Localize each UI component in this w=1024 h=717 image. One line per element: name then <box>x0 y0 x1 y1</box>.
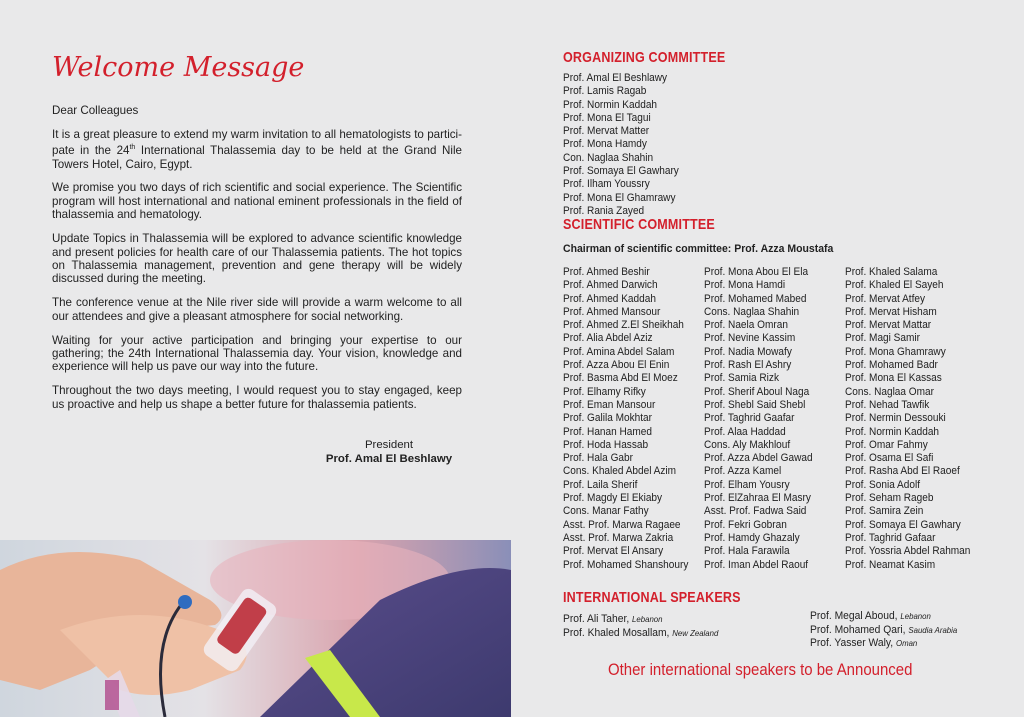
scientific-col-1 <box>563 266 702 572</box>
member-name: Prof. Samira Zein <box>845 505 924 518</box>
member-name: Prof. Hoda Hassab <box>563 438 649 451</box>
paragraph-2: We promise you two days of rich scientific and social experience. The Scientific program will host international and national eminent professionals in the field of thalassemia and hematology. <box>52 181 462 222</box>
member-name: Prof. Mohamed Shanshoury <box>563 558 689 571</box>
international-heading: INTERNATIONAL SPEAKERS <box>563 590 741 606</box>
member-name: Prof. Galila Mokhtar <box>563 412 652 425</box>
speaker-name: Prof. Mohamed Qari, <box>810 623 906 636</box>
member-name: Prof. Mona El Kassas <box>845 372 942 385</box>
member-name: Con. Naglaa Shahin <box>563 151 654 164</box>
paragraph-3: Update Topics in Thalassemia will be explored to advance scientific knowledge and present policies for health care of our Thalassemia patients. The hot topics on Thalassemia management, prevention and gene therapy will be widely discussed during the meeting. <box>52 232 462 286</box>
speaker-country: Lebanon <box>900 611 931 621</box>
paragraph-6: Throughout the two days meeting, I would request you to stay engaged, keep us proactive and help us shape a better future for thalassemia patients. <box>52 384 462 411</box>
signature-name: Prof. Amal El Beshlawy <box>325 453 453 465</box>
organizing-heading: ORGANIZING COMMITTEE <box>563 50 726 66</box>
member-name: Prof. Normin Kaddah <box>845 425 940 438</box>
member-name: Prof. Ahmed Mansour <box>563 305 661 318</box>
member-name: Asst. Prof. Marwa Ragaee <box>563 518 681 531</box>
member-name: Prof. Elhamy Rifky <box>563 385 646 398</box>
member-name: Prof. Rash El Ashry <box>704 359 792 372</box>
member-name: Prof. Iman Abdel Raouf <box>704 558 809 571</box>
blood-bag-photo <box>0 540 511 717</box>
speaker-name: Prof. Yasser Waly, <box>810 637 894 650</box>
member-name: Prof. Amina Abdel Salam <box>563 345 675 358</box>
announce-text: Other international speakers to be Announced <box>608 660 913 679</box>
speaker-country: Oman <box>895 638 918 649</box>
scientific-col-2 <box>704 266 825 572</box>
member-name: Prof. Ilham Youssry <box>563 178 650 191</box>
member-name: Prof. Somaya El Gawhary <box>845 518 961 531</box>
member-name: Prof. Mona Hamdy <box>563 138 647 151</box>
member-name: Prof. Azza Abou El Enin <box>563 359 670 372</box>
member-name: Prof. Lamis Ragab <box>563 85 647 98</box>
member-name: Prof. Taghrid Gaafar <box>704 412 795 425</box>
member-name: Prof. Mohamed Mabed <box>704 292 807 305</box>
member-name: Prof. Magi Samir <box>845 332 920 345</box>
welcome-title: Welcome Message <box>52 52 305 83</box>
member-name: Prof. Mona El Ghamrawy <box>563 191 676 204</box>
member-name: Cons. Khaled Abdel Azim <box>563 465 677 478</box>
member-name: Prof. Khaled El Sayeh <box>845 279 944 292</box>
greeting: Dear Colleagues <box>52 104 139 117</box>
member-name: Prof. Ahmed Z.El Sheikhah <box>563 319 684 332</box>
member-name: Prof. Rania Zayed <box>563 204 645 217</box>
member-name: Cons. Manar Fathy <box>563 505 649 518</box>
member-name: Prof. Azza Abdel Gawad <box>704 452 813 465</box>
member-name: Cons. Aly Makhlouf <box>704 438 791 451</box>
member-name: Prof. Nehad Tawfik <box>845 398 930 411</box>
paragraph-1: It is a great pleasure to extend my warm invitation to all hematologists to partici-pate in the 24th International Thalassemia day to be held at the Grand Nile Towers Hotel, Cairo, Egypt. <box>52 127 462 171</box>
member-name: Prof. Shebl Said Shebl <box>704 398 806 411</box>
member-name: Prof. Hala Farawila <box>704 545 790 558</box>
member-name: Prof. Laila Sherif <box>563 478 638 491</box>
member-name: Prof. Normin Kaddah <box>563 98 658 111</box>
member-name: Prof. Ahmed Darwich <box>563 279 658 292</box>
member-name: Prof. Mona Abou El Ela <box>704 266 809 278</box>
member-name: Prof. Ahmed Kaddah <box>563 292 656 305</box>
member-name: Prof. Hala Gabr <box>563 452 633 465</box>
member-name: Prof. Alia Abdel Aziz <box>563 332 653 345</box>
member-name: Prof. Mervat El Ansary <box>563 545 664 558</box>
member-name: Prof. Nevine Kassim <box>704 332 796 345</box>
speaker-row <box>810 624 957 638</box>
member-name: Prof. Mona El Tagui <box>563 111 651 124</box>
member-name: Prof. Samia Rizk <box>704 372 779 385</box>
speaker-name: Prof. Megal Aboud, <box>810 610 898 622</box>
speaker-name: Prof. Khaled Mosallam, <box>563 626 670 639</box>
member-name: Prof. Hamdy Ghazaly <box>704 531 800 544</box>
member-name: Prof. Khaled Salama <box>845 266 938 278</box>
member-name: Prof. Omar Fahmy <box>845 438 928 451</box>
organizing-list <box>563 72 692 218</box>
speaker-country: Saudia Arabia <box>908 624 958 635</box>
member-name: Prof. Somaya El Gawhary <box>563 165 679 178</box>
member-name: Prof. Osama El Safi <box>845 452 934 465</box>
international-left <box>563 613 732 640</box>
member-name: Prof. Mervat Matter <box>563 125 650 138</box>
member-name: Prof. Seham Rageb <box>845 492 934 505</box>
member-name: Prof. Fekri Gobran <box>704 518 787 531</box>
member-name: Prof. Eman Mansour <box>563 398 656 411</box>
member-name: Prof. Nadia Mowafy <box>704 345 792 358</box>
scientific-col-3 <box>845 266 984 572</box>
member-name: Prof. Yossria Abdel Rahman <box>845 545 971 558</box>
member-name: Prof. Mervat Mattar <box>845 319 932 332</box>
signature-role: President <box>364 439 414 451</box>
member-name: Prof. Mohamed Badr <box>845 359 938 372</box>
speaker-row <box>563 613 718 627</box>
member-name: Prof. Mona Ghamrawy <box>845 345 946 358</box>
member-name: Prof. Hanan Hamed <box>563 425 652 438</box>
member-name: Prof. Mervat Atfey <box>845 292 926 305</box>
paragraph-5: Waiting for your active participation and bringing your expertise to our gathering; the 24th International Thalassemia day. Your vision, knowledge and experience will help us pave our way into the future. <box>52 333 462 374</box>
member-name: Prof. Magdy El Ekiaby <box>563 492 663 505</box>
speaker-name: Prof. Ali Taher, <box>563 613 630 625</box>
speaker-country: Lebanon <box>632 614 663 624</box>
paragraph-4: The conference venue at the Nile river side will provide a warm welcome to all our attendees and give a pleasant atmosphere for social networking. <box>52 296 462 323</box>
speaker-row <box>810 610 957 624</box>
scientific-heading: SCIENTIFIC COMMITTEE <box>563 217 715 233</box>
member-name: Prof. Mona Hamdi <box>704 279 786 292</box>
member-name: Cons. Naglaa Shahin <box>704 305 800 318</box>
member-name: Asst. Prof. Fadwa Said <box>704 505 807 518</box>
member-name: Cons. Naglaa Omar <box>845 385 934 398</box>
speaker-row <box>563 627 718 641</box>
member-name: Prof. Azza Kamel <box>704 465 782 478</box>
speaker-country: New Zealand <box>672 627 719 638</box>
scientific-chairman: Chairman of scientific committee: Prof. Azza Moustafa <box>563 243 834 255</box>
member-name: Prof. Taghrid Gafaar <box>845 531 936 544</box>
member-name: Prof. Nermin Dessouki <box>845 412 946 425</box>
speaker-row <box>810 637 957 651</box>
member-name: Prof. Basma Abd El Moez <box>563 372 678 385</box>
member-name: Prof. Neamat Kasim <box>845 558 936 571</box>
member-name: Asst. Prof. Marwa Zakria <box>563 531 674 544</box>
member-name: Prof. Rasha Abd El Raoef <box>845 465 960 478</box>
member-name: Prof. Naela Omran <box>704 319 788 332</box>
member-name: Prof. ElZahraa El Masry <box>704 492 811 505</box>
international-right <box>810 610 970 651</box>
member-name: Prof. Sonia Adolf <box>845 478 921 491</box>
welcome-letter <box>52 104 462 422</box>
member-name: Prof. Alaa Haddad <box>704 425 786 438</box>
member-name: Prof. Ahmed Beshir <box>563 266 650 278</box>
signature <box>314 438 464 466</box>
member-name: Prof. Amal El Beshlawy <box>563 72 668 84</box>
member-name: Prof. Sherif Aboul Naga <box>704 385 810 398</box>
member-name: Prof. Elham Yousry <box>704 478 790 491</box>
member-name: Prof. Mervat Hisham <box>845 305 937 318</box>
